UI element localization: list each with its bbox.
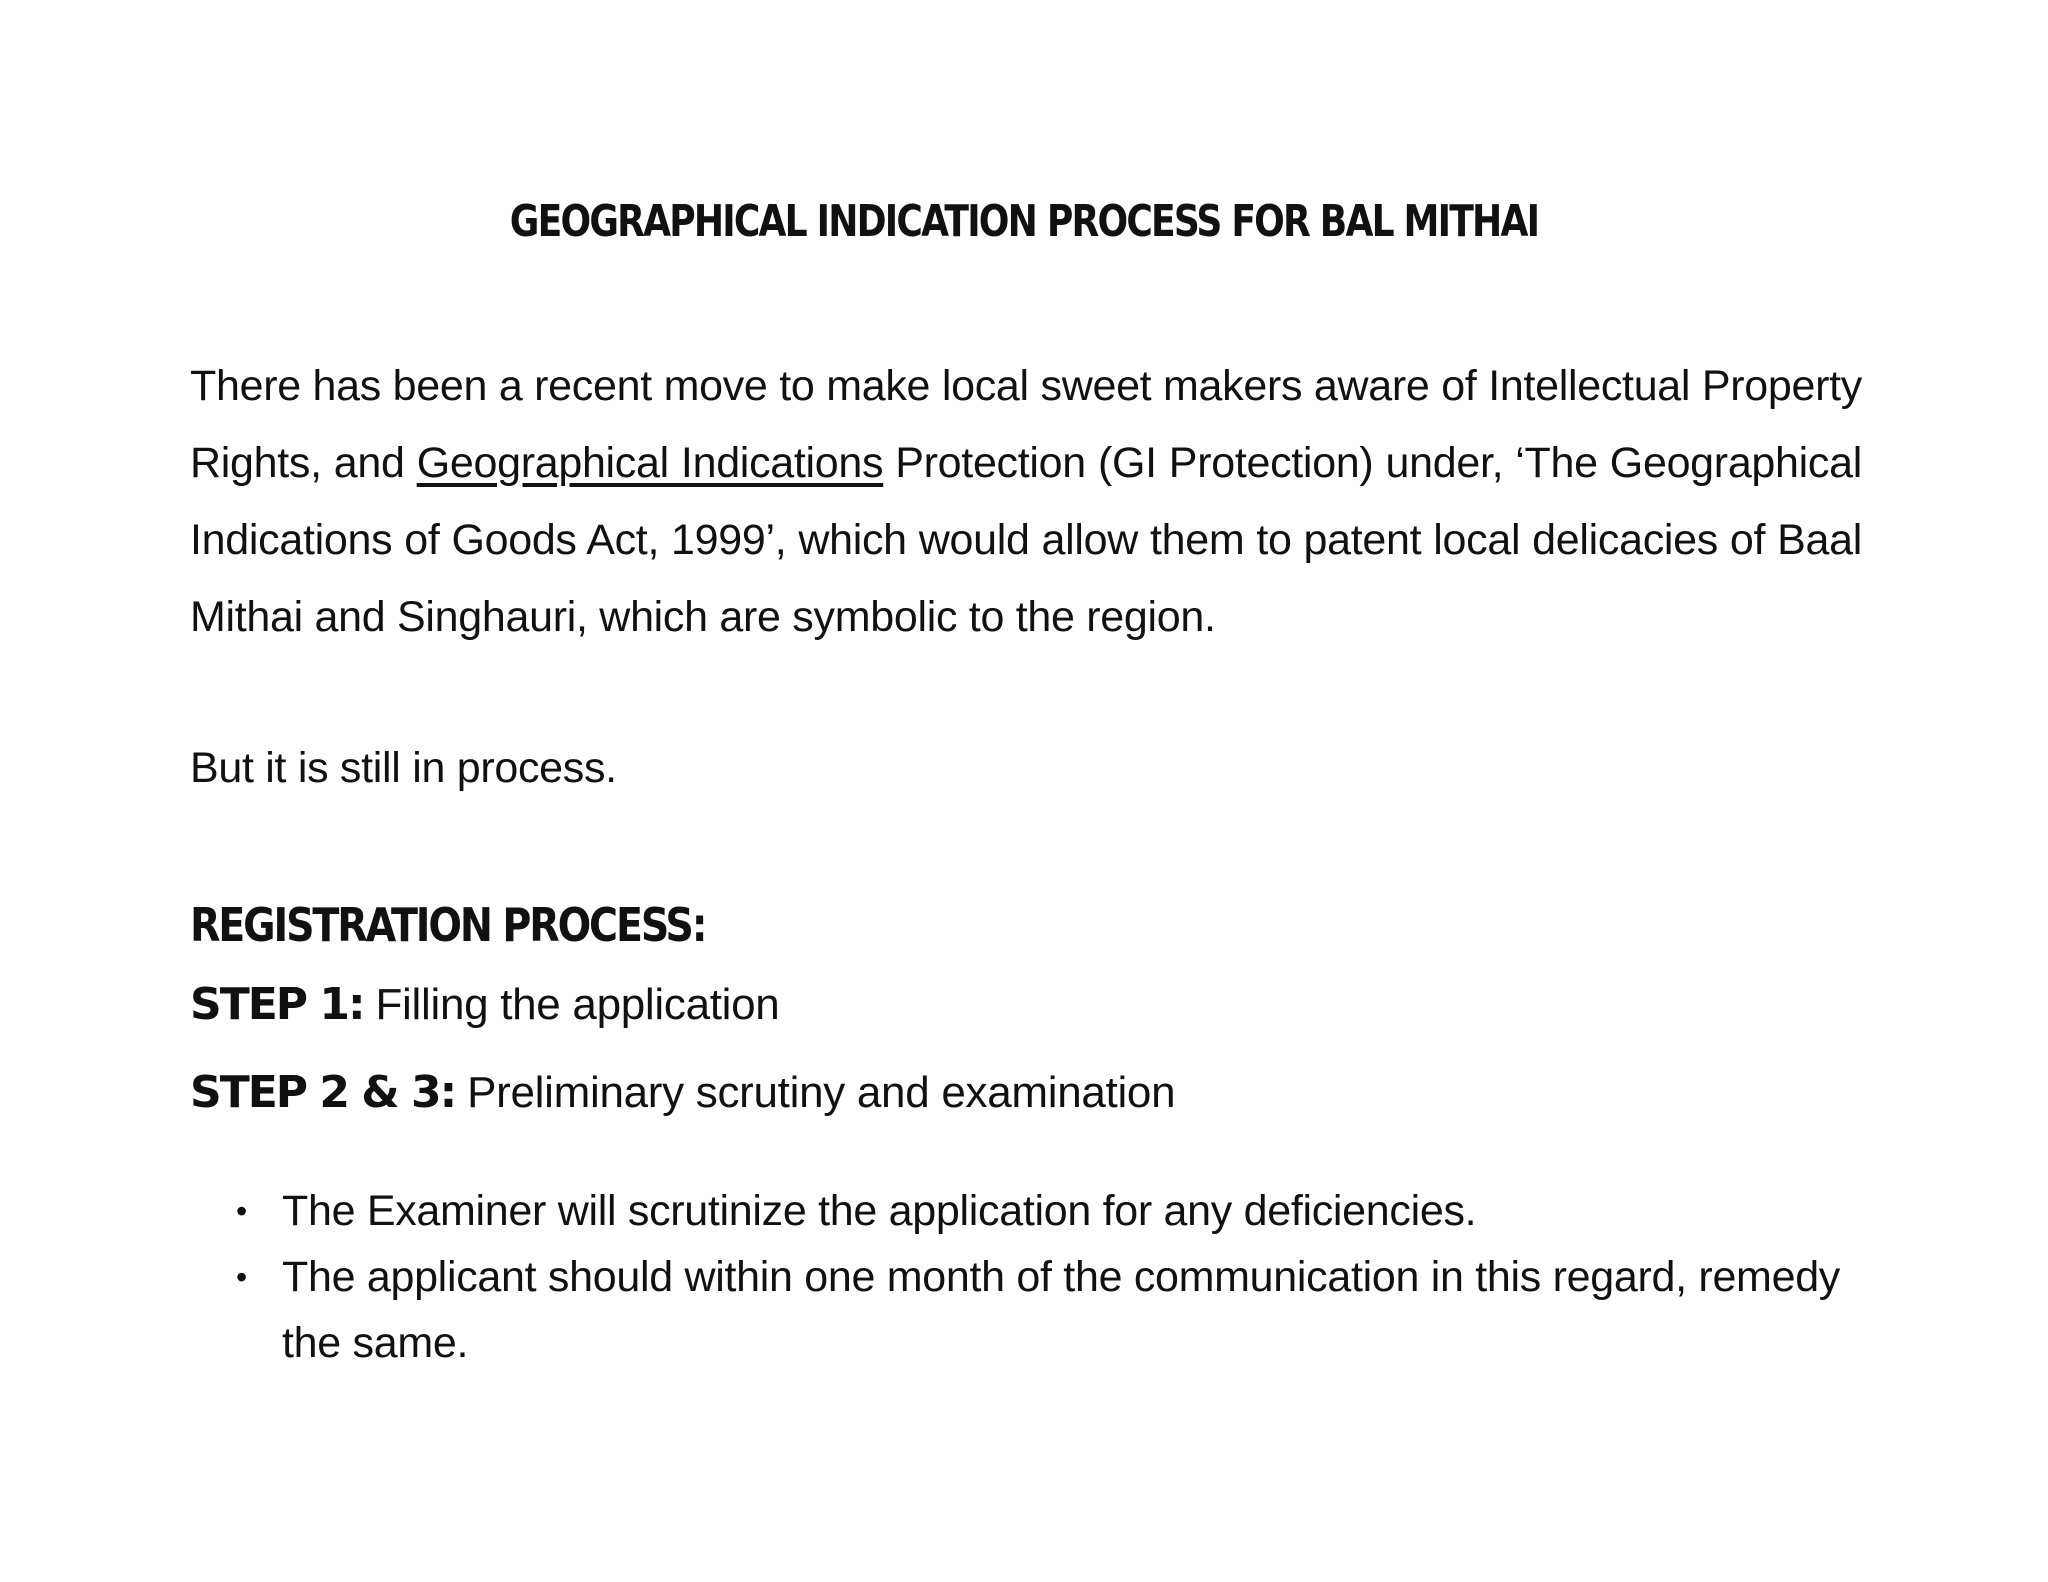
bullet-icon: •	[236, 1193, 247, 1229]
bullet-icon: •	[236, 1259, 247, 1295]
registration-heading: REGISTRATION PROCESS:	[190, 898, 706, 952]
step-1	[190, 970, 779, 1040]
step-2-3	[190, 1058, 1175, 1128]
step-2-3-label: STEP 2 & 3:	[190, 1067, 456, 1118]
bullet-text: The applicant should within one month of the communication in this regard, remedy the same.	[282, 1253, 1841, 1367]
status-note: But it is still in process.	[190, 744, 617, 792]
intro-paragraph	[190, 348, 1862, 656]
list-item	[190, 1244, 1862, 1376]
geographical-indications-link[interactable]: Geographical Indications	[416, 439, 884, 487]
step-1-text: Filling the application	[363, 980, 780, 1029]
intro-text-start: There has been a recent move to make local sweet makers aware of Intellectual Property Rights, and	[190, 362, 1862, 487]
intro-text-end: Protection (GI Protection) under, ‘The Geographical Indications of Goods Act, 1999’, which would allow them to patent local delicacies of Baal Mithai and Singhauri, which are symbolic to the region.	[190, 439, 1862, 641]
bullet-text: The Examiner will scrutinize the application for any deficiencies.	[282, 1187, 1477, 1235]
list-item	[190, 1178, 1862, 1244]
examination-bullet-list	[190, 1178, 1862, 1376]
step-2-3-text: Preliminary scrutiny and examination	[455, 1068, 1176, 1117]
step-1-label: STEP 1:	[190, 979, 364, 1030]
document-title: GEOGRAPHICAL INDICATION PROCESS FOR BAL MITHAI	[509, 196, 1539, 247]
